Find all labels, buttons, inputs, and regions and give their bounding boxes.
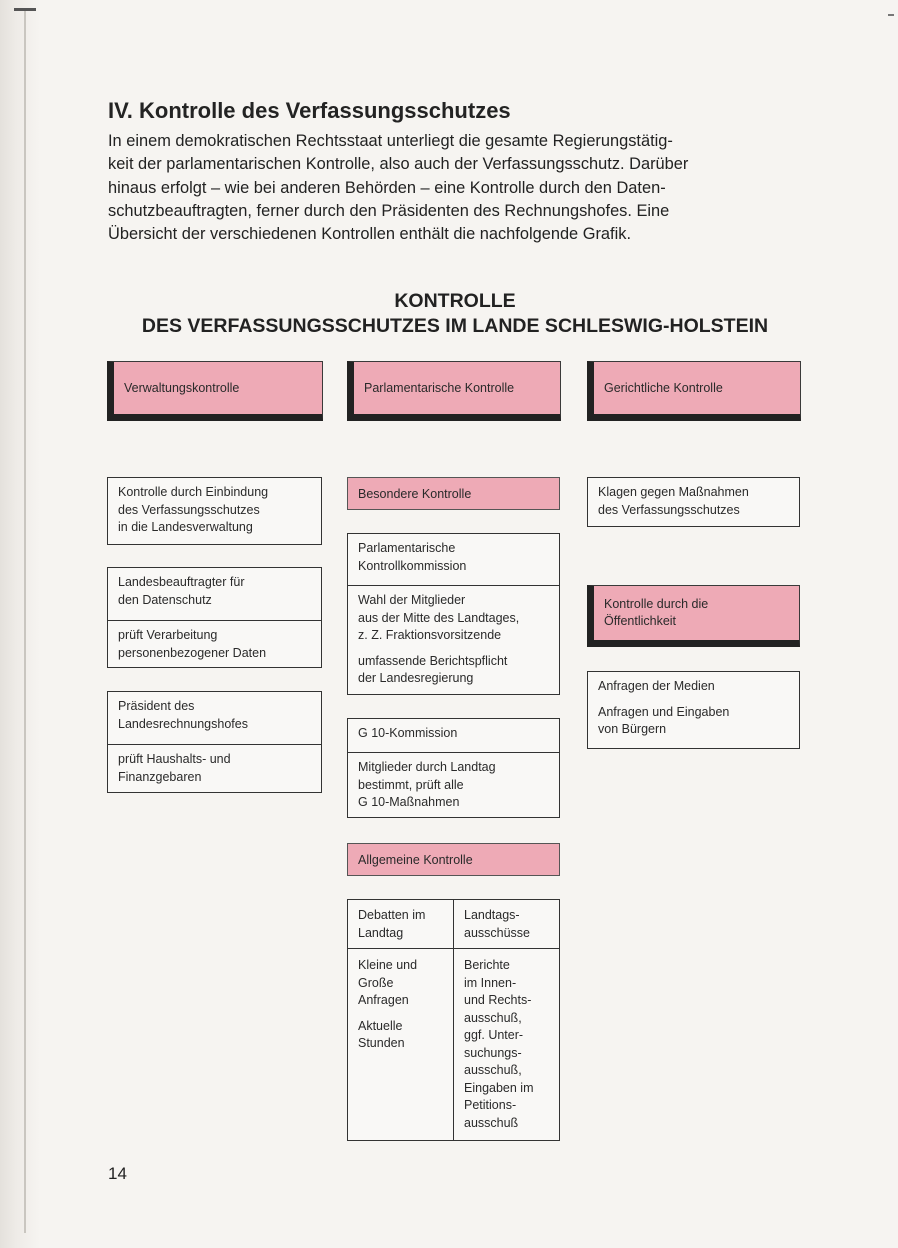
box-text: Debatten im (358, 908, 426, 922)
box-text: Parlamentarische (358, 541, 456, 555)
box-text: Kontrollkommission (358, 558, 467, 573)
box-text: Landtag (358, 925, 404, 940)
intro-line: Übersicht der verschiedenen Kontrollen enthält die nachfolgende Grafik. (108, 225, 631, 244)
page-binding-shadow (0, 0, 40, 1248)
box-text: ausschuß (464, 1115, 519, 1130)
table-cell (464, 907, 530, 942)
box-text: z. Z. Fraktionsvorsitzende (358, 628, 502, 642)
box-text: Anfragen und Eingaben (598, 704, 730, 719)
chart-title-line-2: DES VERFASSUNGSSCHUTZES IM LANDE SCHLESWIG-HOLSTEIN (141, 315, 769, 337)
intro-paragraph (108, 130, 805, 246)
box-text: Petitions- (464, 1098, 517, 1112)
box-text: und Rechts- (464, 993, 532, 1007)
box-text: Kleine und (358, 958, 418, 972)
box-text: Aktuelle (358, 1018, 403, 1033)
box-text: Stunden (358, 1036, 405, 1050)
section-heading: IV. Kontrolle des Verfassungsschutzes (108, 98, 511, 123)
box-klagen (587, 477, 800, 527)
box-text: Klagen gegen Maßnahmen (598, 485, 749, 499)
box-text: personenbezogener Daten (118, 645, 267, 660)
box-text: von Bürgern (598, 722, 667, 736)
box-text: Wahl der Mitglieder (358, 593, 466, 607)
box-text: Präsident des (118, 699, 195, 713)
box-text: Landesbeauftragter für (118, 575, 245, 589)
page-number: 14 (108, 1164, 127, 1183)
box-text: Kontrolle durch die (604, 596, 709, 611)
box-text: ausschüsse (464, 925, 531, 940)
box-text: suchungs- (464, 1045, 522, 1060)
box-text: Besondere Kontrolle (358, 486, 472, 501)
box-text: Berichte (464, 958, 510, 972)
box-text: des Verfassungsschutzes (118, 502, 260, 517)
table-allgemeine-kontrolle (347, 899, 560, 1141)
box-text: den Datenschutz (118, 592, 212, 607)
intro-line: In einem demokratischen Rechtsstaat unterliegt die gesamte Regierungstätig- (108, 132, 673, 150)
table-divider (348, 948, 559, 949)
box-text: Landesrechnungshofes (118, 716, 248, 731)
box-text: G 10-Kommission (358, 726, 458, 740)
box-text: Allgemeine Kontrolle (358, 852, 473, 867)
box-text: aus der Mitte des Landtages, (358, 610, 520, 625)
box-kontrolle-oeffentlichkeit (587, 585, 800, 647)
box-besondere-kontrolle (347, 477, 560, 510)
header-label: Parlamentarische Kontrolle (364, 381, 515, 395)
header-verwaltungskontrolle (107, 361, 323, 421)
box-text: Mitglieder durch Landtag (358, 760, 496, 774)
intro-line: keit der parlamentarischen Kontrolle, also auch der Verfassungsschutz. Darüber (108, 155, 689, 174)
header-gerichtliche-kontrolle (587, 361, 801, 421)
intro-line: hinaus erfolgt – wie bei anderen Behörden – eine Kontrolle durch den Daten- (108, 178, 666, 197)
box-text: Öffentlichkeit (604, 614, 677, 628)
box-rechnungshof (107, 691, 322, 793)
box-text: Anfragen der Medien (598, 679, 715, 693)
binding-mark (14, 8, 36, 11)
box-text: prüft Verarbeitung (118, 628, 218, 642)
box-text: prüft Haushalts- und (118, 752, 231, 766)
box-text: bestimmt, prüft alle (358, 777, 464, 792)
box-text: der Landesregierung (358, 671, 474, 685)
header-label: Verwaltungskontrolle (124, 381, 240, 395)
box-text: Landtags- (464, 908, 520, 922)
chart-title-line-1: KONTROLLE (394, 290, 516, 312)
box-text: Große (358, 975, 394, 990)
chart-title (100, 289, 810, 339)
box-text: in die Landesverwaltung (118, 520, 253, 534)
box-text: Eingaben im (464, 1080, 534, 1095)
table-cell (358, 907, 425, 942)
box-text: Finanzgebaren (118, 769, 202, 784)
binding-line (24, 8, 26, 1233)
box-text: G 10-Maßnahmen (358, 795, 460, 809)
box-text: ausschuß, (464, 1010, 522, 1025)
box-einbindung (107, 477, 322, 545)
table-divider (453, 900, 454, 1140)
box-text: Anfragen (358, 993, 409, 1007)
box-anfragen (587, 671, 800, 749)
box-allgemeine-kontrolle (347, 843, 560, 876)
intro-line: schutzbeauftragten, ferner durch den Präsidenten des Rechnungshofes. Eine (108, 201, 670, 220)
box-text: ggf. Unter- (464, 1028, 524, 1042)
table-cell (464, 957, 534, 1132)
box-text: des Verfassungsschutzes (598, 502, 740, 517)
box-g10-kommission (347, 718, 560, 818)
corner-mark (888, 14, 894, 16)
table-cell (358, 957, 417, 1053)
box-kontrollkommission (347, 533, 560, 695)
box-datenschutz (107, 567, 322, 668)
header-label: Gerichtliche Kontrolle (604, 381, 723, 395)
header-parlamentarische-kontrolle (347, 361, 561, 421)
box-text: ausschuß, (464, 1063, 522, 1077)
box-text: Kontrolle durch Einbindung (118, 485, 269, 499)
box-text: umfassende Berichtspflicht (358, 653, 508, 668)
box-text: im Innen- (464, 975, 517, 990)
